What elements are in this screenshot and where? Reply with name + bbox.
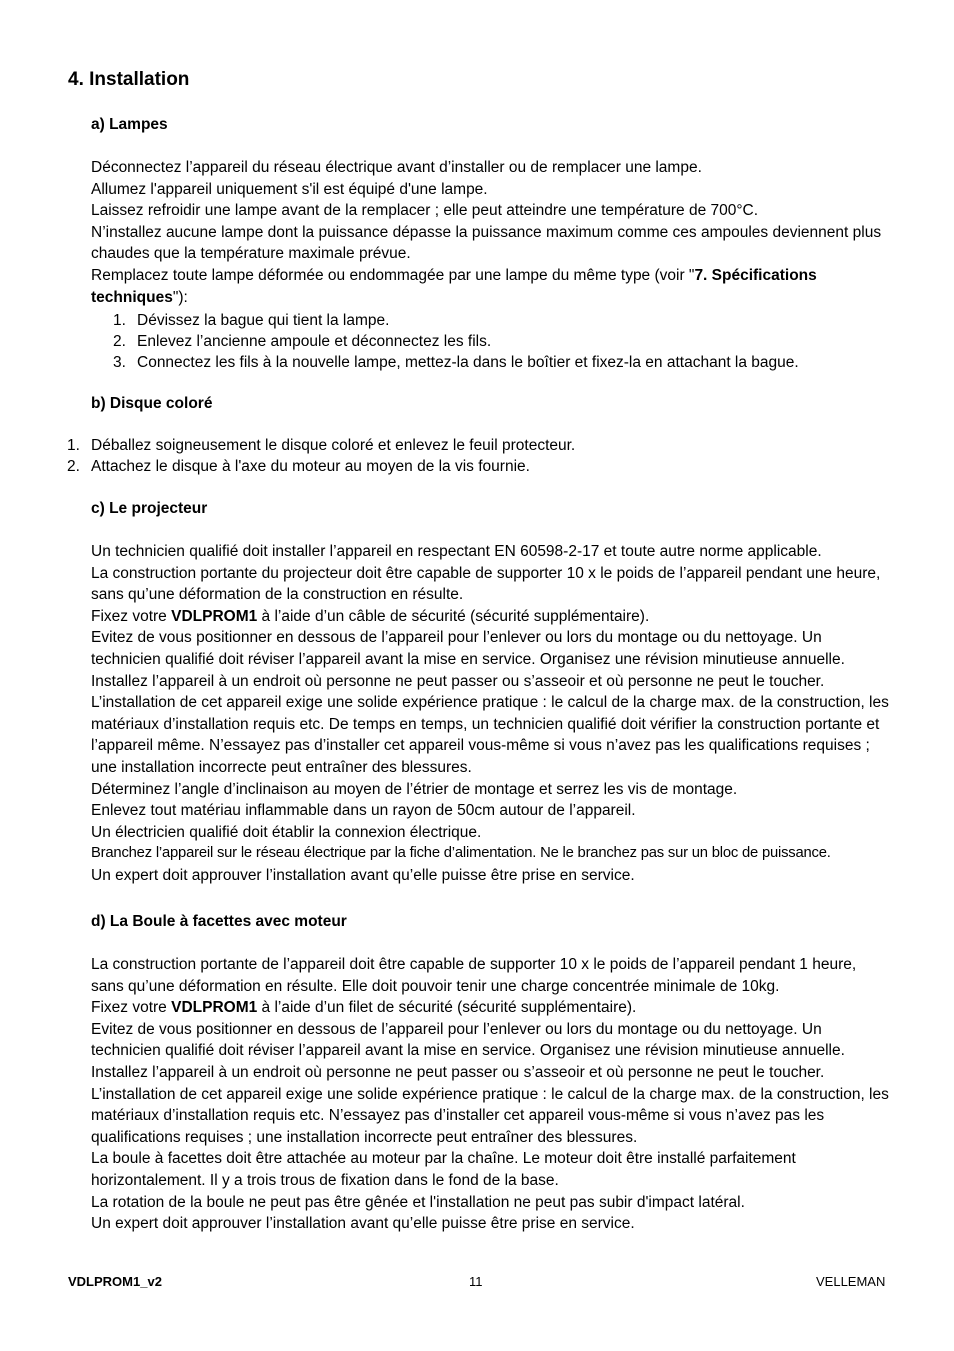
paragraph: Un technicien qualifié doit installer l’appareil en respectant EN 60598-2-17 et toute autre norme applicable. — [91, 543, 822, 560]
list-item — [113, 331, 799, 352]
bold-reference: 7. Spécifications techniques — [91, 266, 817, 306]
paragraph: Installez l’appareil à un endroit où personne ne peut passer ou s’asseoir et où personne ne peut le toucher. — [91, 1063, 825, 1081]
paragraph: Branchez l’appareil sur le réseau électrique par la fiche d’alimentation. Ne le branchez pas sur un bloc de puissance. — [91, 845, 831, 862]
list-number: 1. — [113, 312, 126, 329]
text-run: Fixez votre — [91, 607, 172, 625]
text-run: à l’aide d’un câble de sécurité (sécurité supplémentaire). — [257, 607, 650, 625]
product-name: VDLPROM1 — [171, 607, 258, 625]
list-text: Déballez soigneusement le disque coloré et enlevez le feuil protecteur. — [91, 437, 576, 454]
boule-text — [91, 954, 891, 1235]
list-number: 1. — [67, 437, 80, 454]
footer-page-number: 11 — [469, 1274, 483, 1289]
list-item — [113, 352, 799, 373]
paragraph: Un électricien qualifié doit établir la connexion électrique. — [91, 823, 482, 841]
list-item — [67, 435, 576, 456]
disque-steps-list — [67, 435, 576, 477]
text-run: à l’aide d’un filet de sécurité (sécurité supplémentaire). — [257, 999, 637, 1017]
list-text: Connectez les fils à la nouvelle lampe, mettez-la dans le boîtier et fixez-la en attachant la bague. — [137, 354, 799, 372]
paragraph: Enlevez tout matériau inflammable dans un rayon de 50cm autour de l’appareil. — [91, 802, 636, 820]
footer-brand: VELLEMAN — [816, 1274, 886, 1289]
text-run: Remplacez toute lampe déformée ou endommagée par une lampe du même type (voir " — [91, 266, 695, 284]
text-run: Fixez votre — [91, 999, 172, 1017]
text-run: "): — [172, 288, 188, 306]
list-item — [113, 310, 799, 331]
lampes-steps-list — [113, 310, 799, 374]
subsection-heading-boule: d) La Boule à facettes avec moteur — [91, 913, 347, 930]
paragraph — [91, 606, 891, 628]
paragraph: La rotation de la boule ne peut pas être gênée et l'installation ne peut pas subir d'impact latéral. — [91, 1193, 745, 1211]
paragraph: L’installation de cet appareil exige une solide expérience pratique : le calcul de la charge max. de la construction, les matériaux d’installation requis etc. De temps en temps, un technicien qualifié doit vérifier la construction portante et l’appareil même. N’essayez pas d’installer cet appareil vous-même si vous n’avez pas les qualifications requises ; une installation incorrecte peut entraîner des blessures. — [91, 694, 889, 776]
section-title: 4. Installation — [68, 69, 190, 90]
paragraph: Evitez de vous positionner en dessous de l’appareil pour l’enlever ou lors du montage ou du nettoyage. Un technicien qualifié doit réviser l’appareil avant la mise en service. Organisez une révision minutieuse annuelle. — [91, 1020, 845, 1060]
paragraph: Déconnectez l’appareil du réseau électrique avant d’installer ou de remplacer une lampe. — [91, 159, 702, 176]
paragraph — [91, 997, 891, 1019]
subsection-heading-projecteur: c) Le projecteur — [91, 500, 208, 517]
paragraph: La construction portante de l’appareil doit être capable de supporter 10 x le poids de l’appareil pendant 1 heure, sans qu’une déformation en résulte. Elle doit pouvoir tenir une charge concentrée minimale de 10kg. — [91, 956, 857, 995]
product-name: VDLPROM1 — [171, 999, 258, 1017]
paragraph: Evitez de vous positionner en dessous de l’appareil pour l’enlever ou lors du montage ou du nettoyage. Un technicien qualifié doit réviser l’appareil avant la mise en service. Organisez une révision minutieuse annuelle. — [91, 629, 845, 668]
list-text: Dévissez la bague qui tient la lampe. — [137, 312, 390, 329]
list-item — [67, 456, 575, 477]
list-number: 2. — [113, 333, 126, 351]
paragraph — [91, 265, 891, 308]
subsection-heading-lampes: a) Lampes — [91, 116, 168, 133]
paragraph: Installez l’appareil à un endroit où personne ne peut passer ou s’asseoir et où personne ne peut le toucher. — [91, 672, 825, 690]
paragraph: Un expert doit approuver l’installation avant qu’elle puisse être prise en service. — [91, 866, 635, 884]
subsection-heading-disque: b) Disque coloré — [91, 395, 213, 412]
paragraph: La boule à facettes doit être attachée au moteur par la chaîne. Le moteur doit être installé parfaitement horizontalement. Il y a trois trous de fixation dans le fond de la base. — [91, 1150, 796, 1189]
paragraph: Allumez l'appareil uniquement s'il est équipé d'une lampe. — [91, 180, 488, 198]
paragraph: La construction portante du projecteur doit être capable de supporter 10 x le poids de l’appareil pendant une heure, sans qu’une déformation de la construction en résulte. — [91, 564, 881, 604]
paragraph: Déterminez l’angle d’inclinaison au moyen de l’étrier de montage et serrez les vis de montage. — [91, 780, 738, 798]
paragraph: Un expert doit approuver l’installation avant qu’elle puisse être prise en service. — [91, 1215, 635, 1233]
list-text: Attachez le disque à l'axe du moteur au moyen de la vis fournie. — [91, 458, 530, 476]
list-number: 3. — [113, 354, 126, 372]
footer-doc-id: VDLPROM1_v2 — [68, 1274, 162, 1289]
paragraph: N’installez aucune lampe dont la puissance dépasse la puissance maximum comme ces ampoules deviennent plus chaudes que la température maximale prévue. — [91, 223, 882, 263]
lampes-text — [91, 157, 891, 308]
paragraph: Laissez refroidir une lampe avant de la remplacer ; elle peut atteindre une température de 700°C. — [91, 202, 759, 220]
paragraph: L’installation de cet appareil exige une solide expérience pratique : le calcul de la charge max. de la construction, les matériaux d’installation requis etc. N’essayez pas d’installer cet appareil vous-même si vous n’avez pas les qualifications requises ; une installation incorrecte peut entraîner des blessures. — [91, 1085, 889, 1146]
projecteur-text — [91, 541, 891, 887]
list-number: 2. — [67, 458, 80, 476]
list-text: Enlevez l’ancienne ampoule et déconnectez les fils. — [137, 333, 492, 351]
